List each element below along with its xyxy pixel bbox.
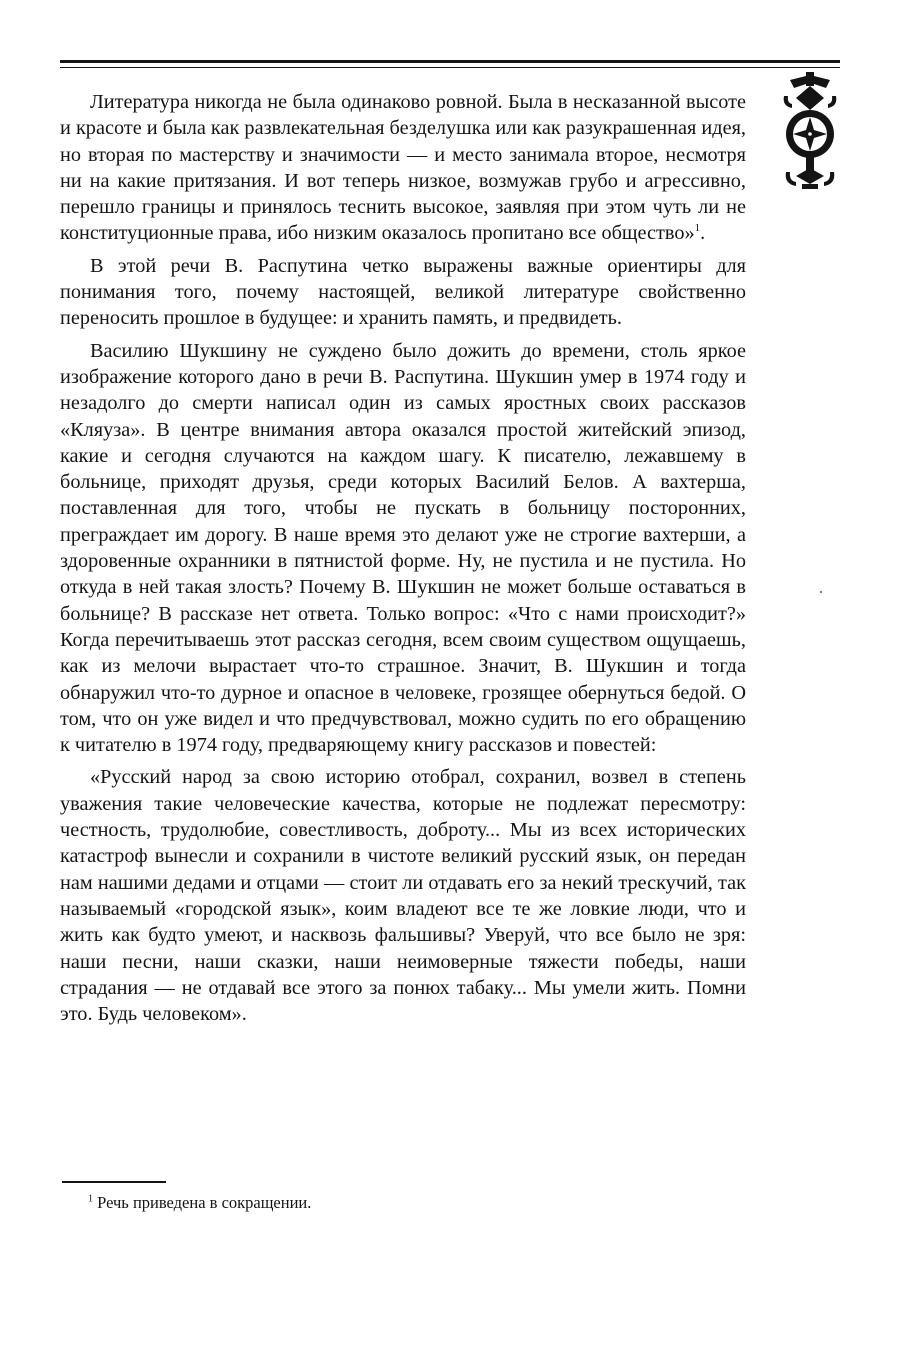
header-rule-thick (60, 60, 840, 63)
paragraph-2: В этой речи В. Распутина четко выражены важные ориентиры для понимания того, почему настоящей, великой литературе свойственно переносить прошлое в будущее: и хранить память, и предвидеть. (60, 254, 746, 330)
folk-ornament-icon (780, 72, 840, 190)
footnote-text: Речь приведена в сокращении. (97, 1193, 312, 1212)
paragraph-4: «Русский народ за свою историю отобрал, сохранил, возвел в степень уважения такие человеческие качества, которые не подлежат пересмотру: честность, трудолюбие, совестливость, доброту... Мы из всех исторических катастроф вынесли и сохранили в чистоте великий русский язык, он передан нам нашими дедами и отцами — стоит ли отдавать его за некий трескучий, так называемый «городской язык», коим владеют все те же ловкие люди, что и жить как будто умеют, и насквозь фальшивы? Уверуй, что все было не зря: наши песни, наши сказки, наши неимоверные тяжести победы, наши страдания — не отдавай все этого за понюх табаку... Мы умели жить. Помни это. Будь человеком». (60, 766, 746, 1026)
header-rule-thin (60, 67, 840, 68)
footnote (88, 1192, 311, 1214)
main-text (60, 89, 746, 1027)
print-speck (820, 591, 822, 593)
footnote-reference[interactable]: 1 (694, 222, 701, 235)
paragraph-3: Василию Шукшину не суждено было дожить до времени, столь яркое изображение которого дано в речи В. Распутина. Шукшин умер в 1974 году и незадолго до смерти написал один из самых яростных своих рассказов «Кляуза». В центре внимания автора оказался простой житейский эпизод, какие и сегодня случаются на каждом шагу. К писателю, лежавшему в больнице, приходят друзья, среди которых Василий Белов. А вахтерша, поставленная для того, чтобы не пускать в больницу посторонних, преграждает им дорогу. В наше время это делают уже не строгие вахтерши, а здоровенные охранники в пятнистой форме. Ну, не пустила и не пустила. Но откуда в ней такая злость? Почему В. Шукшин не может больше оставаться в больнице? В рассказе нет ответа. Только вопрос: «Что с нами происходит?» Когда перечитываешь этот рассказ сегодня, всем своим существом ощущаешь, как из мелочи вырастает что-то страшное. Значит, В. Шукшин и тогда обнаружил что-то дурное и опасное в человеке, грозящее обернуться бедой. О том, что он уже видел и что предчувствовал, можно судить по его обращению к читателю в 1974 году, предваряющему книгу рассказов и повестей: (60, 339, 746, 757)
paragraph-1-text: Литература никогда не была одинаково ровной. Была в несказанной высоте и красоте и была как развлекательная безделушка или как разукрашенная идея, но вторая по мастерству и значимости — и место занимала второе, несмотря ни на какие притязания. И вот теперь низкое, возмужав грубо и агрессивно, перешло границы и принялось теснить высокое, заявляя при этом чуть ли не конституционные права, ибо низким оказалось пропитано все общество» (60, 91, 746, 245)
paragraph-1: Литература никогда не была одинаково ровной. Была в несказанной высоте и красоте и была как развлекательная безделушка или как разукрашенная идея, но вторая по мастерству и значимости — и место занимала второе, несмотря ни на какие притязания. И вот теперь низкое, возмужав грубо и агрессивно, перешло границы и принялось теснить высокое, заявляя при этом чуть ли не конституционные права, ибо низким оказалось пропитано все общество»$^1$. (60, 91, 746, 245)
footnote-marker: 1 (88, 1193, 93, 1205)
footnote-rule (62, 1181, 166, 1183)
